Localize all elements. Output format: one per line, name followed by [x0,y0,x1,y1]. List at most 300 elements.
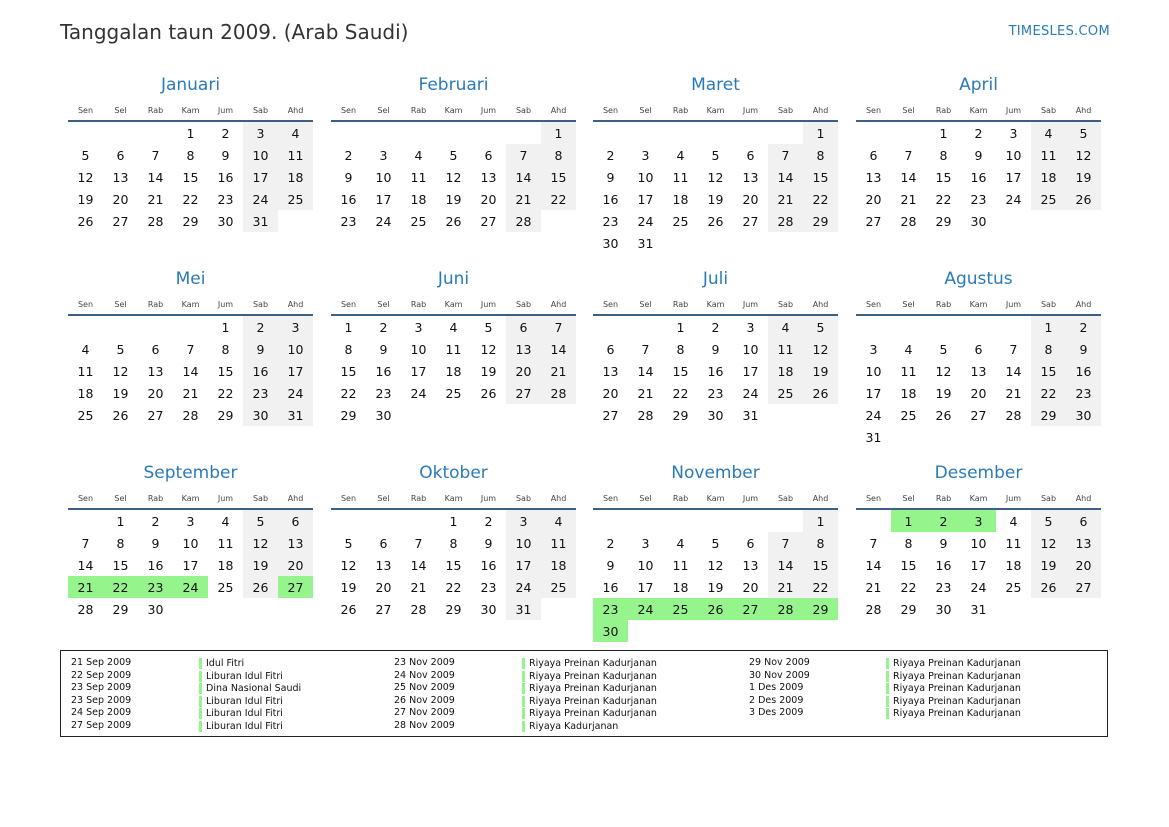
legend-date: 29 Nov 2009 [749,657,810,668]
day-cell: 16 [1066,360,1101,382]
empty-cell [698,121,733,144]
day-cell: 8 [676,341,685,357]
day-cell: 28 [900,213,917,229]
day-cell: 27 [147,407,164,423]
day-cell: 15 [803,166,838,188]
legend-holiday-name: Riyaya Preinan Kadurjanan [886,683,1021,694]
day-cell: 11 [1005,535,1022,551]
day-cell: 6 [116,147,125,163]
day-cell: 28 [768,598,803,620]
day-cell: 21 [900,191,917,207]
weekday-header: Jum [208,100,243,121]
month-november [593,458,838,642]
empty-cell [173,315,208,338]
day-cell: 17 [278,360,313,382]
legend-holiday-name: Riyaya Preinan Kadurjanan [886,658,1021,669]
day-cell: 25 [672,213,689,229]
month-juni [331,264,576,426]
day-cell: 1 [541,121,576,144]
day-cell: 8 [939,147,948,163]
empty-cell [138,121,173,144]
day-cell: 30 [935,601,952,617]
legend-date: 27 Sep 2009 [71,719,132,731]
legend-date: 26 Nov 2009 [394,694,455,706]
day-cell: 27 [375,601,392,617]
legend-holiday-name: Liburan Idul Fitri [199,671,283,682]
day-cell: 18 [278,166,313,188]
day-cell: 24 [506,576,541,598]
empty-cell [471,121,506,144]
legend-date: 21 Sep 2009 [71,657,132,668]
day-cell: 23 [340,213,357,229]
day-cell: 31 [278,404,313,426]
empty-cell [68,315,103,338]
day-cell: 6 [484,147,493,163]
month-maret [593,70,838,254]
empty-cell [803,404,838,426]
day-cell: 12 [112,363,129,379]
day-cell: 29 [340,407,357,423]
day-cell: 4 [904,341,913,357]
weekday-header: Sen [856,488,891,509]
day-cell: 19 [340,579,357,595]
day-cell: 11 [217,535,234,551]
day-cell: 10 [637,557,654,573]
day-cell: 30 [970,213,987,229]
legend-date: 24 Nov 2009 [394,669,455,681]
day-cell: 4 [221,513,230,529]
day-cell: 21 [541,360,576,382]
day-cell: 4 [676,535,685,551]
empty-cell [628,121,663,144]
empty-cell [331,121,366,144]
weekday-header: Sab [243,100,278,121]
legend-row [71,707,391,720]
day-cell: 15 [935,169,952,185]
day-cell: 5 [1031,509,1066,532]
day-cell: 5 [803,315,838,338]
day-cell: 22 [541,188,576,210]
day-cell: 15 [182,169,199,185]
day-cell: 2 [606,535,615,551]
day-cell: 29 [217,407,234,423]
day-cell: 16 [970,169,987,185]
legend-row [394,657,714,670]
month-april [856,70,1101,232]
day-cell: 12 [77,169,94,185]
weekday-header: Sen [68,294,103,315]
day-cell: 22 [900,579,917,595]
weekday-header: Sen [68,488,103,509]
weekday-header: Jum [471,100,506,121]
day-cell: 29 [803,598,838,620]
legend-date: 22 Sep 2009 [71,669,132,681]
day-cell: 19 [77,191,94,207]
empty-cell [366,509,401,532]
day-cell: 22 [672,385,689,401]
weekday-header: Sen [331,488,366,509]
empty-cell [698,232,733,254]
empty-cell [506,121,541,144]
legend-holiday-name: Riyaya Preinan Kadurjanan [522,683,657,694]
day-cell: 26 [243,576,278,598]
legend-row [71,682,391,695]
day-cell: 31 [742,407,759,423]
day-cell: 6 [746,535,755,551]
day-cell: 27 [278,576,313,598]
legend-row [749,695,1099,708]
weekday-header: Rab [138,488,173,509]
day-cell: 10 [506,532,541,554]
legend-row [71,670,391,683]
weekday-header: Sel [891,100,926,121]
day-cell: 13 [147,363,164,379]
empty-cell [733,232,768,254]
day-cell: 22 [445,579,462,595]
day-cell: 9 [484,535,493,551]
day-cell: 17 [637,579,654,595]
day-cell: 15 [541,166,576,188]
empty-cell [768,121,803,144]
legend-holiday-name: Riyaya Preinan Kadurjanan [522,696,657,707]
day-cell: 21 [1005,385,1022,401]
day-cell: 25 [410,213,427,229]
day-cell: 12 [707,557,724,573]
legend-row [749,657,1099,670]
day-cell: 9 [151,535,160,551]
day-cell: 23 [935,579,952,595]
weekday-header: Rab [138,294,173,315]
day-cell: 21 [865,579,882,595]
weekday-header: Ahd [1066,294,1101,315]
empty-cell [243,598,278,620]
day-cell: 17 [1005,169,1022,185]
day-cell: 29 [1031,404,1066,426]
day-cell: 14 [506,166,541,188]
weekday-header: Kam [173,294,208,315]
weekday-header: Rab [401,294,436,315]
day-cell: 23 [1066,382,1101,404]
day-cell: 2 [974,125,983,141]
day-cell: 13 [375,557,392,573]
weekday-header: Kam [698,488,733,509]
day-cell: 26 [77,213,94,229]
day-cell: 13 [970,363,987,379]
day-cell: 4 [1009,513,1018,529]
empty-cell [628,315,663,338]
weekday-header: Sen [331,100,366,121]
day-cell: 20 [480,191,497,207]
day-cell: 5 [484,319,493,335]
empty-cell [698,620,733,642]
day-cell: 28 [147,213,164,229]
day-cell: 2 [379,319,388,335]
day-cell: 7 [904,147,913,163]
day-cell: 28 [77,601,94,617]
weekday-header: Sel [628,294,663,315]
empty-cell [768,509,803,532]
day-cell: 18 [410,191,427,207]
day-cell: 4 [541,509,576,532]
day-cell: 12 [935,363,952,379]
day-cell: 15 [112,557,129,573]
weekday-header: Sab [768,100,803,121]
day-cell: 8 [186,147,195,163]
day-cell: 27 [865,213,882,229]
weekday-header: Sen [331,294,366,315]
day-cell: 22 [1031,382,1066,404]
weekday-header: Kam [961,100,996,121]
legend-row [71,695,391,708]
day-cell: 10 [278,338,313,360]
day-cell: 27 [602,407,619,423]
site-link[interactable]: TIMESLES.COM [1008,24,1110,39]
day-cell: 24 [970,579,987,595]
day-cell: 20 [147,385,164,401]
legend-holiday-name: Riyaya Preinan Kadurjanan [886,708,1021,719]
day-cell: 8 [449,535,458,551]
weekday-header: Ahd [803,488,838,509]
day-cell: 5 [81,147,90,163]
day-cell: 5 [116,341,125,357]
weekday-header: Sab [243,294,278,315]
weekday-header: Sel [103,100,138,121]
legend-date: 3 Des 2009 [749,707,804,719]
weekday-header: Sen [856,100,891,121]
day-cell: 7 [768,532,803,554]
day-cell: 5 [243,509,278,532]
weekday-header: Rab [663,294,698,315]
month-name: November [671,463,760,483]
empty-cell [891,315,926,338]
day-cell: 16 [147,557,164,573]
day-cell: 26 [707,213,724,229]
day-cell: 22 [340,385,357,401]
day-cell: 16 [602,191,619,207]
day-cell: 1 [891,509,926,532]
empty-cell [331,509,366,532]
day-cell: 19 [1031,554,1066,576]
day-cell: 14 [182,363,199,379]
day-cell: 18 [768,360,803,382]
empty-cell [926,315,961,338]
day-cell: 26 [803,382,838,404]
month-januari [68,70,313,232]
day-cell: 15 [803,554,838,576]
day-cell: 16 [375,363,392,379]
weekday-header: Jum [208,488,243,509]
empty-cell [541,598,576,620]
empty-cell [856,121,891,144]
month-name: Agustus [944,269,1013,289]
day-cell: 27 [506,382,541,404]
day-cell: 22 [803,188,838,210]
day-cell: 29 [803,210,838,232]
day-cell: 17 [865,385,882,401]
day-cell: 20 [506,360,541,382]
day-cell: 29 [445,601,462,617]
empty-cell [768,232,803,254]
day-cell: 23 [593,598,628,620]
empty-cell [803,232,838,254]
day-cell: 7 [151,147,160,163]
day-cell: 19 [480,363,497,379]
legend-date: 24 Sep 2009 [71,707,132,719]
day-cell: 22 [803,576,838,598]
month-name: Juni [437,269,470,289]
legend-holiday-name: Riyaya Preinan Kadurjanan [886,696,1021,707]
day-cell: 3 [414,319,423,335]
month-name: Oktober [419,463,488,483]
day-cell: 4 [278,121,313,144]
weekday-header: Sel [103,488,138,509]
weekday-header: Jum [996,294,1031,315]
day-cell: 19 [243,554,278,576]
day-cell: 3 [641,535,650,551]
day-cell: 15 [900,557,917,573]
day-cell: 10 [1005,147,1022,163]
day-cell: 15 [1031,360,1066,382]
day-cell: 9 [221,147,230,163]
day-cell: 11 [900,363,917,379]
month-oktober [331,458,576,620]
weekday-header: Kam [436,294,471,315]
day-cell: 3 [186,513,195,529]
day-cell: 16 [707,363,724,379]
day-cell: 12 [1066,144,1101,166]
day-cell: 15 [445,557,462,573]
day-cell: 10 [865,363,882,379]
day-cell: 24 [375,213,392,229]
weekday-header: Sel [103,294,138,315]
day-cell: 25 [1031,188,1066,210]
day-cell: 18 [541,554,576,576]
weekday-header: Sab [1031,488,1066,509]
day-cell: 6 [1066,509,1101,532]
day-cell: 11 [278,144,313,166]
day-cell: 28 [637,407,654,423]
day-cell: 21 [768,188,803,210]
weekday-header: Sab [1031,100,1066,121]
legend-holiday-name: Riyaya Preinan Kadurjanan [522,671,657,682]
empty-cell [278,210,313,232]
day-cell: 19 [112,385,129,401]
day-cell: 3 [243,121,278,144]
day-cell: 3 [506,509,541,532]
legend-holiday-name: Dina Nasional Saudi [199,683,301,694]
day-cell: 14 [147,169,164,185]
day-cell: 12 [445,169,462,185]
day-cell: 20 [278,554,313,576]
legend-date: 23 Sep 2009 [71,694,132,706]
day-cell: 30 [147,601,164,617]
day-cell: 18 [672,579,689,595]
empty-cell [68,509,103,532]
day-cell: 28 [182,407,199,423]
day-cell: 20 [1066,554,1101,576]
day-cell: 18 [1005,557,1022,573]
day-cell: 11 [541,532,576,554]
weekday-header: Sen [593,488,628,509]
weekday-header: Rab [663,488,698,509]
empty-cell [768,620,803,642]
holiday-legend [60,650,1108,737]
weekday-header: Sel [366,488,401,509]
day-cell: 21 [506,188,541,210]
day-cell: 24 [628,598,663,620]
empty-cell [856,315,891,338]
day-cell: 25 [768,382,803,404]
day-cell: 8 [803,532,838,554]
day-cell: 13 [865,169,882,185]
day-cell: 4 [1031,121,1066,144]
day-cell: 2 [606,147,615,163]
month-juli [593,264,838,426]
empty-cell [173,598,208,620]
day-cell: 10 [243,144,278,166]
day-cell: 4 [676,147,685,163]
day-cell: 20 [865,191,882,207]
day-cell: 9 [344,169,353,185]
day-cell: 14 [637,363,654,379]
day-cell: 7 [541,315,576,338]
day-cell: 26 [480,385,497,401]
day-cell: 28 [541,382,576,404]
day-cell: 11 [1031,144,1066,166]
day-cell: 25 [1005,579,1022,595]
weekday-header: Ahd [541,100,576,121]
day-cell: 8 [116,535,125,551]
empty-cell [401,509,436,532]
day-cell: 13 [742,169,759,185]
day-cell: 17 [375,191,392,207]
weekday-header: Rab [926,100,961,121]
legend-date: 27 Nov 2009 [394,707,455,719]
day-cell: 23 [138,576,173,598]
day-cell: 2 [151,513,160,529]
day-cell: 3 [746,319,755,335]
day-cell: 27 [112,213,129,229]
day-cell: 8 [803,144,838,166]
day-cell: 16 [217,169,234,185]
day-cell: 20 [970,385,987,401]
day-cell: 1 [344,319,353,335]
day-cell: 21 [147,191,164,207]
day-cell: 16 [340,191,357,207]
day-cell: 26 [1066,188,1101,210]
day-cell: 19 [803,360,838,382]
month-agustus [856,264,1101,448]
empty-cell [593,509,628,532]
weekday-header: Sel [628,100,663,121]
day-cell: 12 [243,532,278,554]
day-cell: 25 [445,385,462,401]
day-cell: 21 [182,385,199,401]
day-cell: 29 [672,407,689,423]
empty-cell [996,598,1031,620]
empty-cell [366,121,401,144]
day-cell: 4 [414,147,423,163]
day-cell: 17 [182,557,199,573]
weekday-header: Jum [733,294,768,315]
day-cell: 26 [1031,576,1066,598]
day-cell: 23 [375,385,392,401]
empty-cell [996,426,1031,448]
day-cell: 13 [278,532,313,554]
legend-column [394,657,714,733]
day-cell: 7 [186,341,195,357]
day-cell: 16 [935,557,952,573]
